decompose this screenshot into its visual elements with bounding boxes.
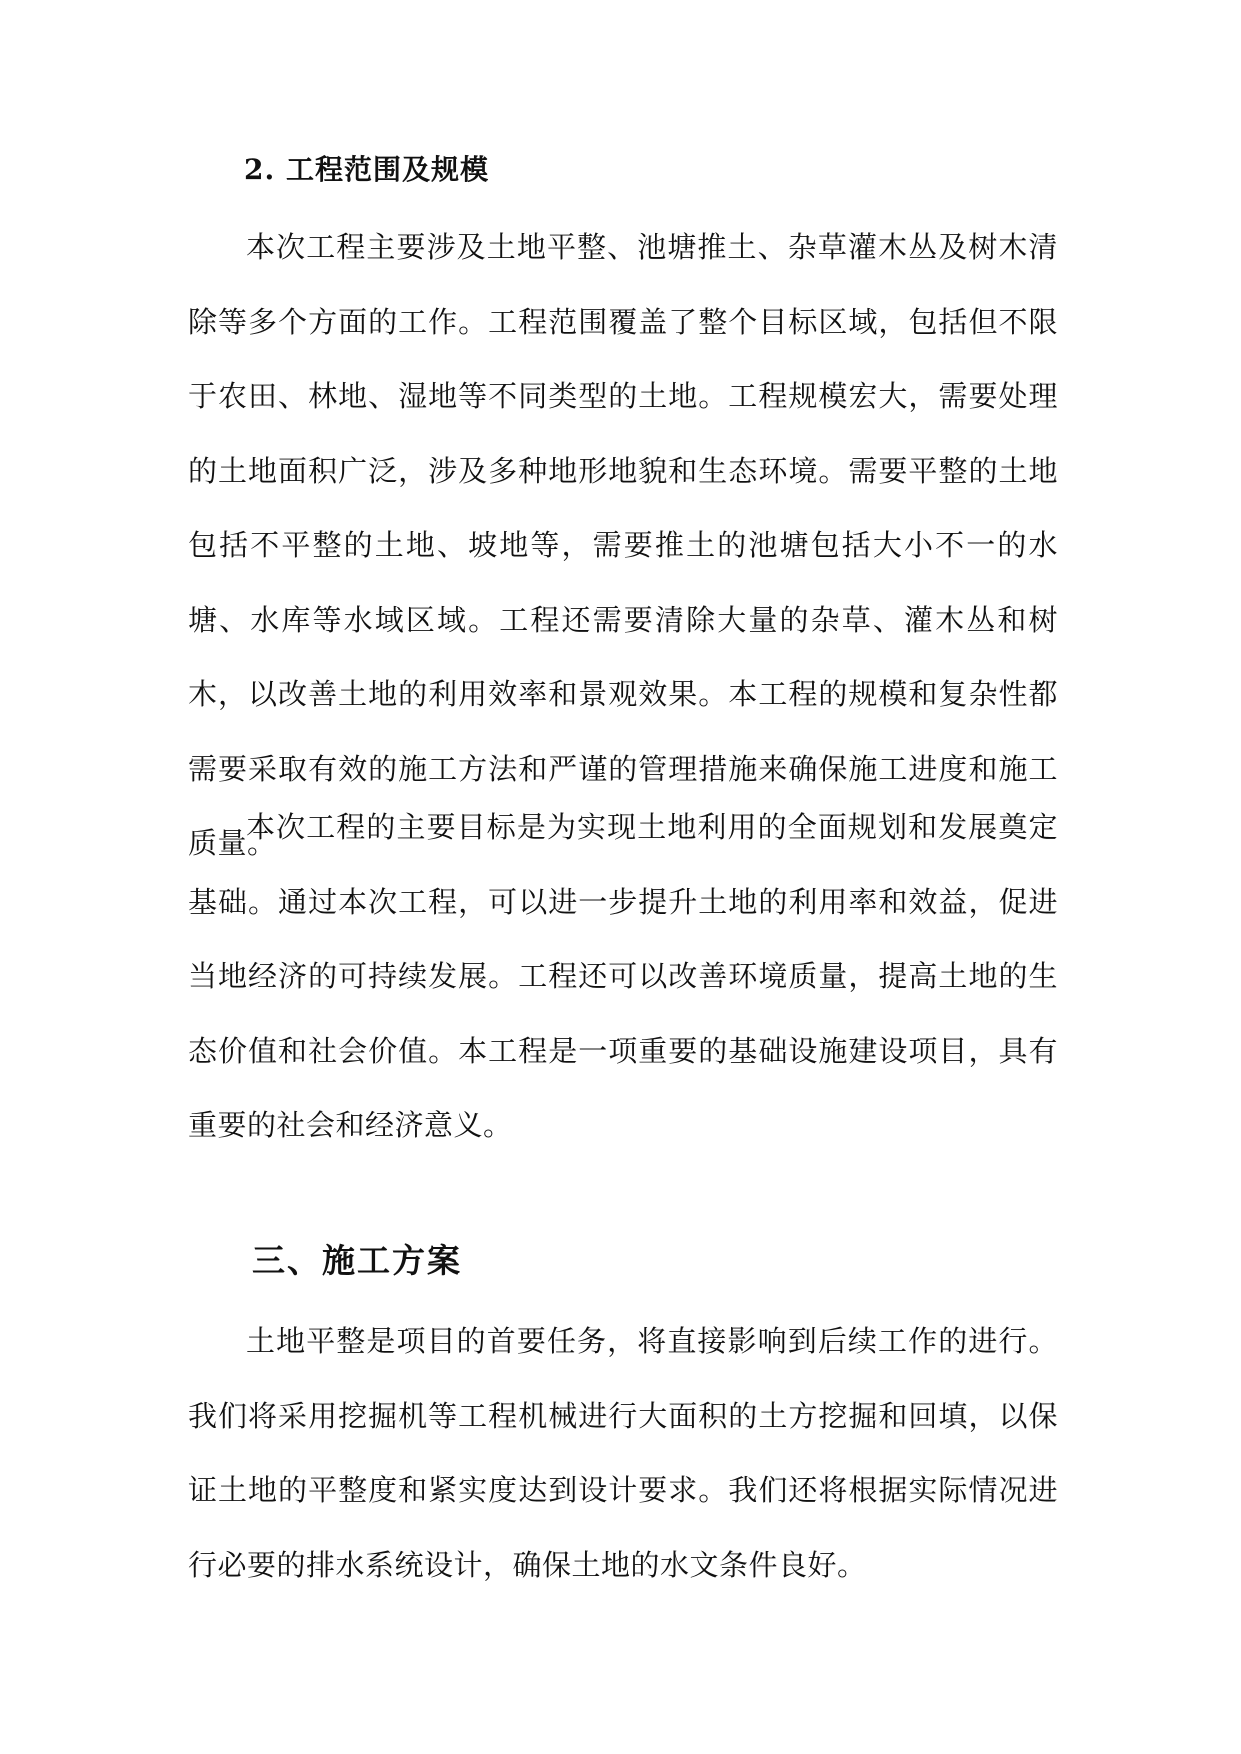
section-heading-scope: 2. 工程范围及规模 bbox=[244, 153, 489, 186]
paragraph-project-goals: 本次工程的主要目标是为实现土地利用的全面规划和发展奠定基础。通过本次工程，可以进一步提升土地的利用率和效益，促进当地经济的可持续发展。工程还可以改善环境质量，提高土地的生态价值和社会价值。本工程是一项重要的基础设施建设项目，具有重要的社会和经济意义。 bbox=[188, 810, 1058, 1142]
paragraph-land-leveling: 土地平整是项目的首要任务，将直接影响到后续工作的进行。我们将采用挖掘机等工程机械进行大面积的土方挖掘和回填，以保证土地的平整度和紧实度达到设计要求。我们还将根据实际情况进行必要的排水系统设计，确保土地的水文条件良好。 bbox=[188, 1324, 1058, 1582]
paragraph-scope-description: 本次工程主要涉及土地平整、池塘推土、杂草灌木丛及树木清除等多个方面的工作。工程范围覆盖了整个目标区域，包括但不限于农田、林地、湿地等不同类型的土地。工程规模宏大，需要处理的土地面积广泛，涉及多种地形地貌和生态环境。需要平整的土地包括不平整的土地、坡地等，需要推土的池塘包括大小不一的水塘、水库等水域区域。工程还需要清除大量的杂草、灌木丛和树木，以改善土地的利用效率和景观效果。本工程的规模和复杂性都需要采取有效的施工方法和严谨的管理措施来确保施工进度和施工质量。 bbox=[188, 230, 1058, 860]
section-heading-construction-plan: 三、施工方案 bbox=[252, 1241, 462, 1280]
